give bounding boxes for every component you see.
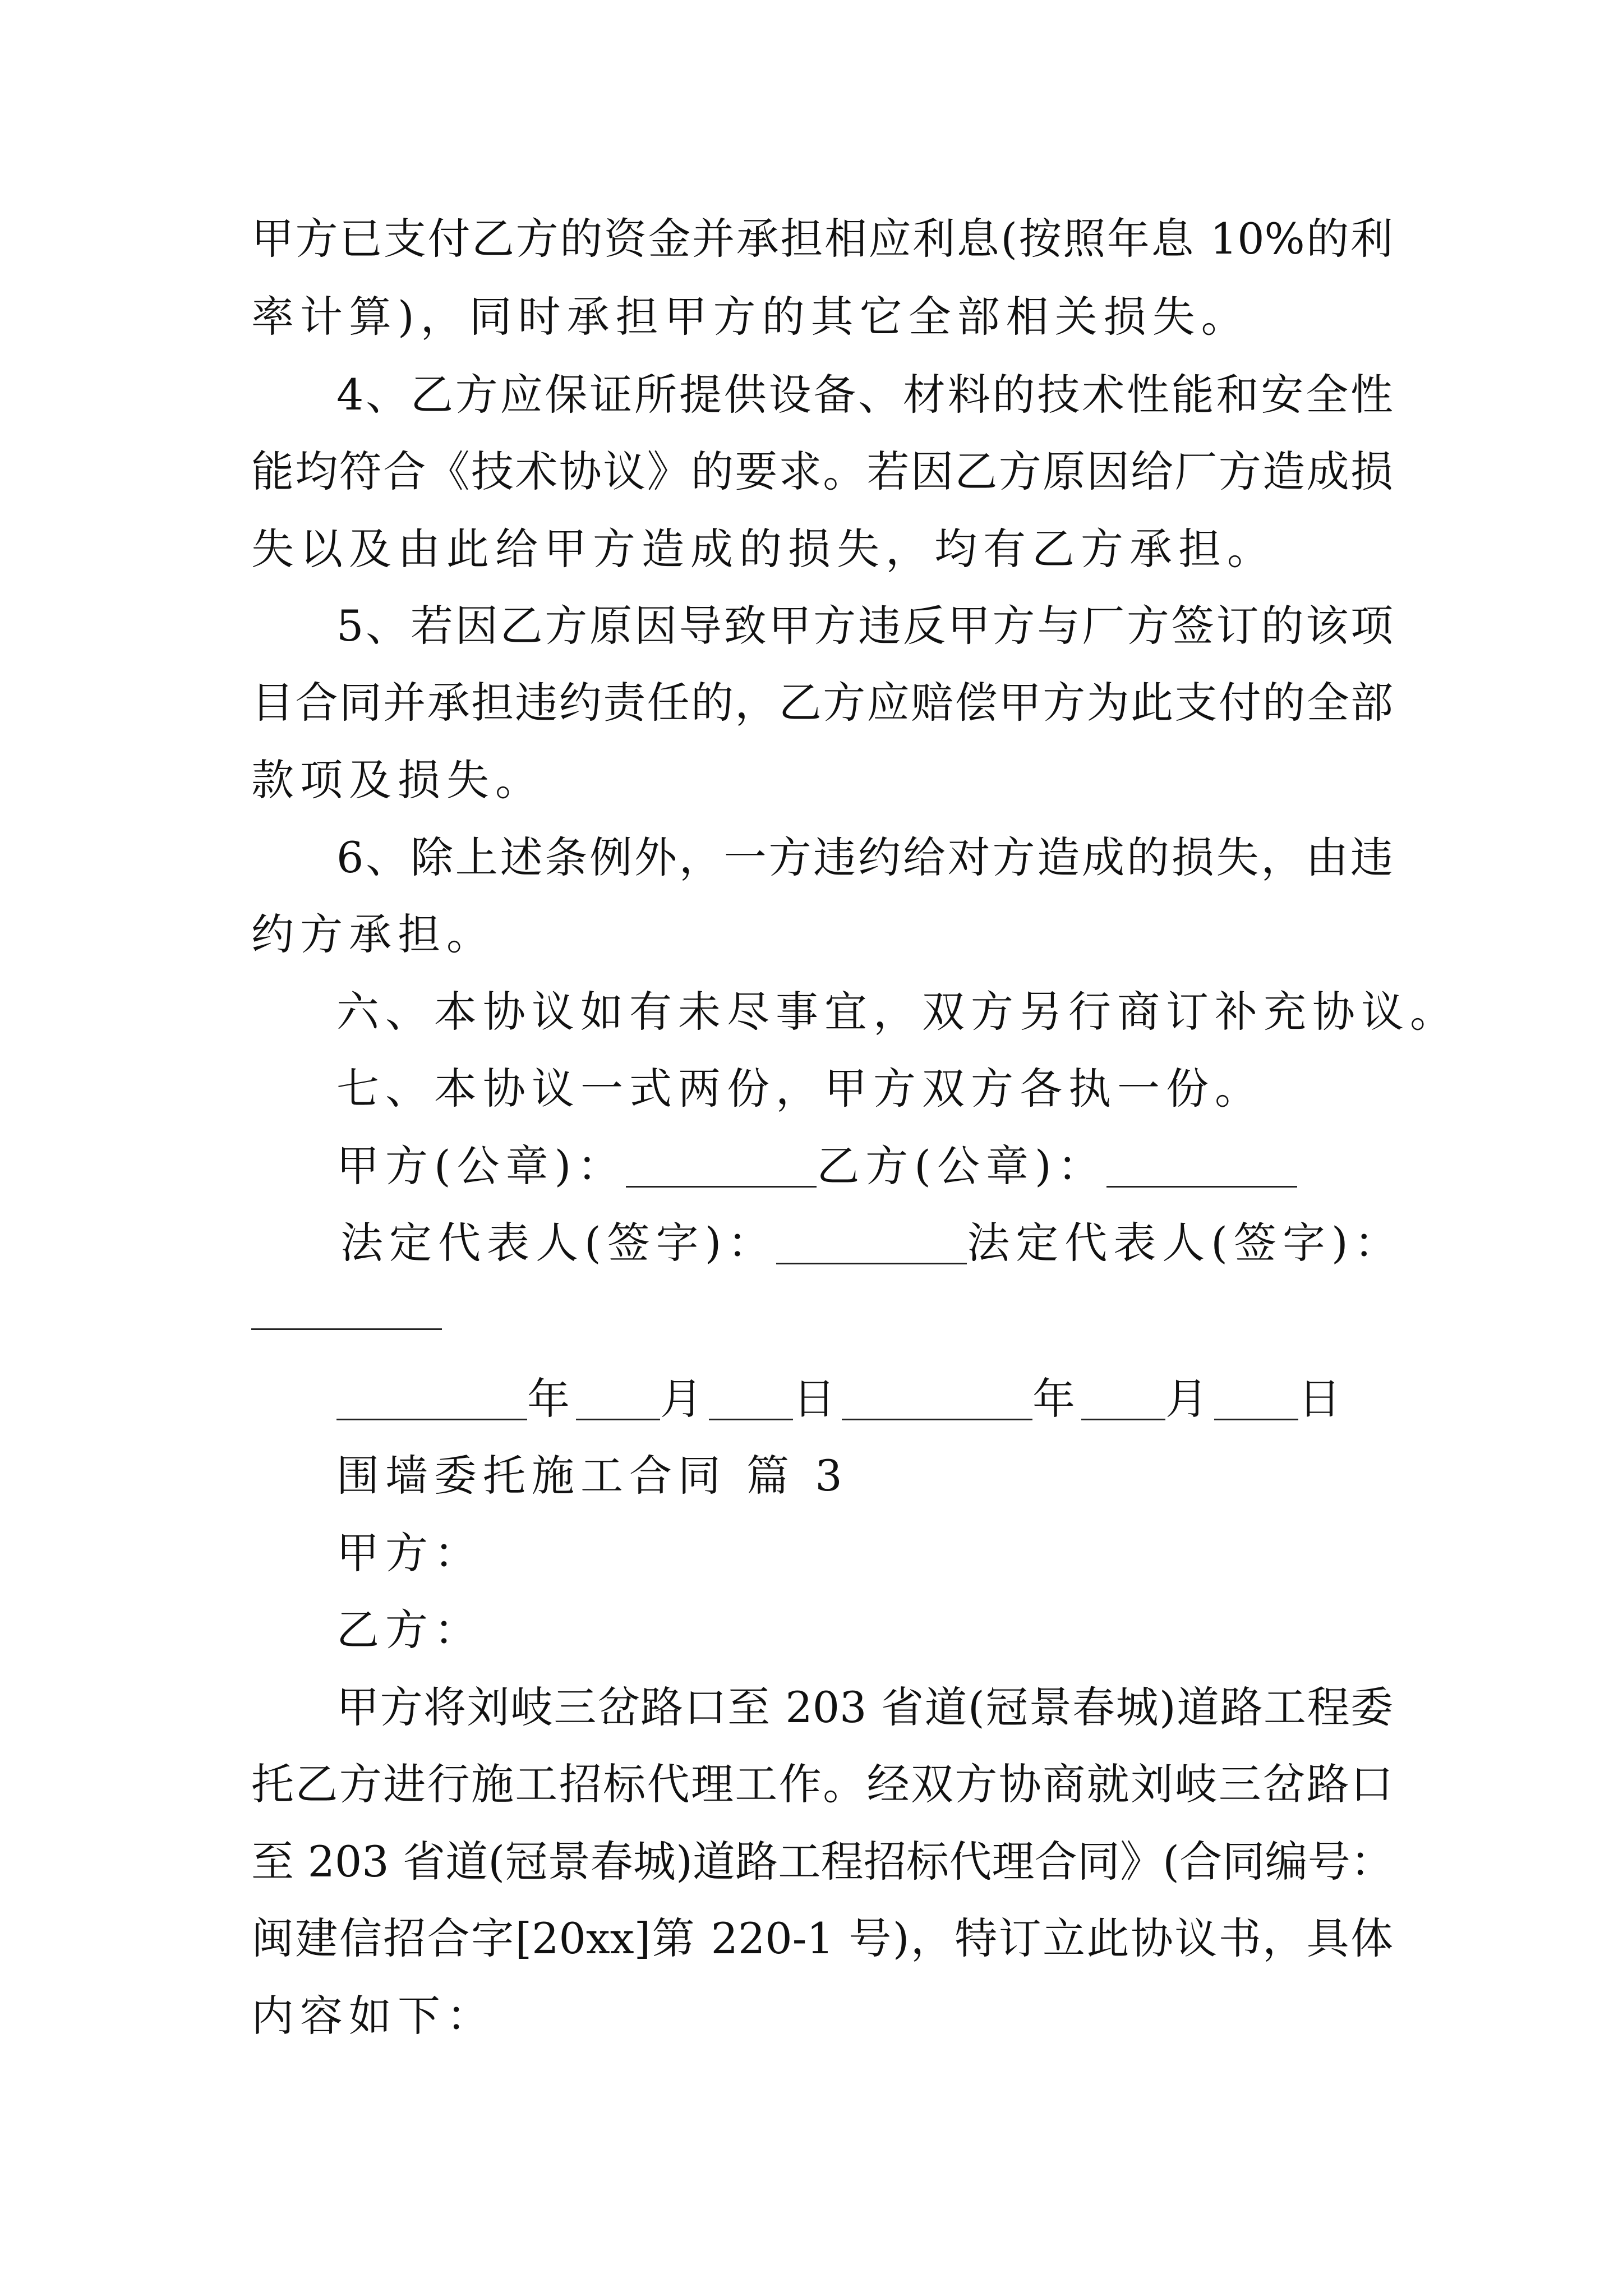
party-b-seal-label: 乙方(公章)：: [817, 1141, 1106, 1191]
paragraph-line: 率计算)，同时承担甲方的其它全部相关损失。: [251, 292, 1250, 342]
party-a-seal-label: 甲方(公章)：: [336, 1141, 626, 1191]
party-b-seal-blank: [1106, 1147, 1297, 1188]
paragraph-line: 能均符合《技术协议》的要求。若因乙方原因给厂方造成损: [251, 447, 1393, 496]
paragraph-line: 失以及由此给甲方造成的损失，均有乙方承担。: [251, 524, 1276, 574]
paragraph-line: 托乙方进行施工招标代理工作。经双方协商就刘岐三岔路口: [251, 1759, 1393, 1809]
party-a-seal-blank: [626, 1147, 817, 1188]
date-line: [336, 1374, 1347, 1424]
clause-5-line: 5、若因乙方原因导致甲方违反甲方与厂方签订的该项: [336, 601, 1393, 651]
paragraph-line: 款项及损失。: [251, 755, 544, 805]
paragraph-line: 甲方将刘岐三岔路口至 203 省道(冠景春城)道路工程委: [336, 1682, 1393, 1732]
party-b-representative-blank: [251, 1328, 442, 1330]
party-b-representative-label: 法定代表人(签字)：: [967, 1218, 1403, 1268]
paragraph-line: 至 203 省道(冠景春城)道路工程招标代理合同》(合同编号：: [251, 1837, 1393, 1887]
party-a-representative-blank: [776, 1223, 967, 1264]
year-label: 年: [527, 1374, 576, 1424]
year-label: 年: [1032, 1374, 1081, 1424]
day-label: 日: [1298, 1374, 1347, 1424]
year-blank: [842, 1379, 1032, 1420]
clause-4-line: 4、乙方应保证所提供设备、材料的技术性能和安全性: [336, 370, 1393, 420]
day-blank: [1214, 1379, 1298, 1420]
month-label: 月: [660, 1374, 709, 1424]
seal-line: [336, 1141, 1297, 1191]
paragraph-line: 约方承担。: [251, 909, 495, 959]
paragraph-line: 目合同并承担违约责任的，乙方应赔偿甲方为此支付的全部: [251, 678, 1393, 728]
month-label: 月: [1165, 1374, 1214, 1424]
month-blank: [576, 1379, 660, 1420]
paragraph-line: 甲方已支付乙方的资金并承担相应利息(按照年息 10%的利: [251, 214, 1393, 264]
month-blank: [1081, 1379, 1165, 1420]
paragraph-line: 内容如下：: [251, 1991, 495, 2041]
signature-line: [340, 1218, 1403, 1268]
party-a-representative-label: 法定代表人(签字)：: [340, 1218, 777, 1268]
clause-6-line: 6、除上述条例外，一方违约给对方造成的损失，由违: [336, 832, 1393, 882]
paragraph-line: 闽建信招合字[20xx]第 220-1 号)，特订立此协议书，具体: [251, 1913, 1393, 1963]
day-blank: [709, 1379, 793, 1420]
year-blank: [336, 1379, 527, 1420]
day-label: 日: [793, 1374, 842, 1424]
party-a-label: 甲方：: [336, 1528, 483, 1578]
article-6-line: 六、本协议如有未尽事宜，双方另行商订补充协议。: [336, 987, 1459, 1037]
party-b-label: 乙方：: [336, 1605, 483, 1655]
section-heading: 围墙委托施工合同 篇 3: [336, 1451, 849, 1501]
article-7-line: 七、本协议一式两份，甲方双方各执一份。: [336, 1064, 1264, 1114]
